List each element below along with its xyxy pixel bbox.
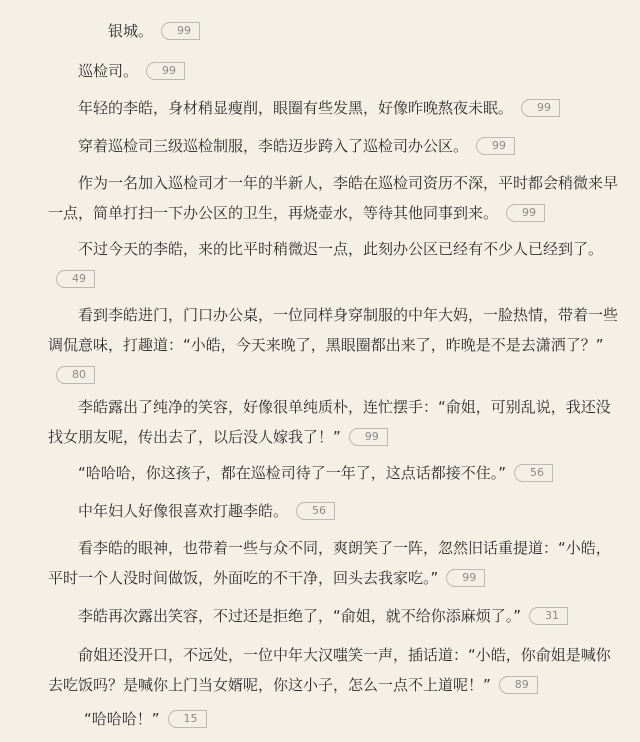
paragraph [48, 56, 620, 86]
paragraph [48, 392, 620, 452]
comment-count-badge[interactable]: 49 [62, 270, 95, 288]
paragraph [48, 168, 620, 228]
paragraph-text: 银城。 [108, 22, 154, 40]
paragraph-text: 年轻的李皓，身材稍显瘦削，眼圈有些发黑，好像昨晚熬夜未眠。 [78, 99, 514, 117]
paragraph-text: 俞姐还没开口，不远处，一位中年大汉嗤笑一声，插话道：“小皓，你俞姐是喊你去吃饭吗？是喊你上门当女婿呢，你这小子，怎么一点不上道呢！” [48, 646, 611, 694]
paragraph-text: 中年妇人好像很喜欢打趣李皓。 [78, 502, 289, 520]
paragraph [48, 93, 620, 123]
comment-count-badge[interactable]: 31 [535, 607, 568, 625]
paragraph [48, 458, 620, 488]
comment-count-badge[interactable]: 99 [482, 137, 515, 155]
paragraph-text: 看李皓的眼神，也带着一些与众不同，爽朗笑了一阵，忽然旧话重提道：“小皓，平时一个人没时间做饭，外面吃的不干净，回头去我家吃。” [48, 539, 611, 587]
paragraph-text: 李皓露出了纯净的笑容，好像很单纯质朴，连忙摆手：“俞姐，可别乱说，我还没找女朋友呢，传出去了，以后没人嫁我了！” [48, 398, 611, 446]
comment-count-badge[interactable]: 99 [527, 99, 560, 117]
comment-count-badge[interactable]: 15 [174, 710, 207, 728]
paragraph-text: 不过今天的李皓，来的比平时稍微迟一点，此刻办公区已经有不少人已经到了。 [78, 240, 604, 258]
comment-count-badge[interactable]: 99 [152, 62, 185, 80]
paragraph-text: 作为一名加入巡检司才一年的半新人，李皓在巡检司资历不深，平时都会稍微来早一点，简单打扫一下办公区的卫生，再烧壶水，等待其他同事到来。 [48, 174, 619, 222]
comment-count-badge[interactable]: 56 [520, 464, 553, 482]
comment-count-badge[interactable]: 56 [302, 502, 335, 520]
paragraph [48, 601, 620, 631]
comment-count-badge[interactable]: 99 [512, 204, 545, 222]
paragraph-text: 看到李皓进门，门口办公桌，一位同样身穿制服的中年大妈，一脸热情，带着一些调侃意味，打趣道：“小皓，今天来晚了，黑眼圈都出来了，昨晚是不是去潇洒了？” [48, 306, 619, 354]
paragraph-text: 巡检司。 [78, 62, 139, 80]
paragraph-text: “哈哈哈！” [84, 710, 160, 728]
comment-count-badge[interactable]: 89 [505, 676, 538, 694]
paragraph [48, 300, 620, 390]
paragraph-text: “哈哈哈，你这孩子，都在巡检司待了一年了，这点话都接不住。” [78, 464, 507, 482]
paragraph-text: 穿着巡检司三级巡检制服，李皓迈步跨入了巡检司办公区。 [78, 137, 469, 155]
comment-count-badge[interactable]: 99 [167, 22, 200, 40]
paragraph [48, 234, 620, 294]
comment-count-badge[interactable]: 99 [355, 428, 388, 446]
paragraph [48, 496, 620, 526]
paragraph [48, 640, 620, 700]
comment-count-badge[interactable]: 99 [452, 569, 485, 587]
paragraph-text: 李皓再次露出笑容，不过还是拒绝了，“俞姐，就不给你添麻烦了。” [78, 607, 522, 625]
comment-count-badge[interactable]: 80 [62, 366, 95, 384]
paragraph [48, 16, 620, 46]
paragraph [48, 704, 620, 734]
paragraph [48, 131, 620, 161]
paragraph [48, 533, 620, 593]
